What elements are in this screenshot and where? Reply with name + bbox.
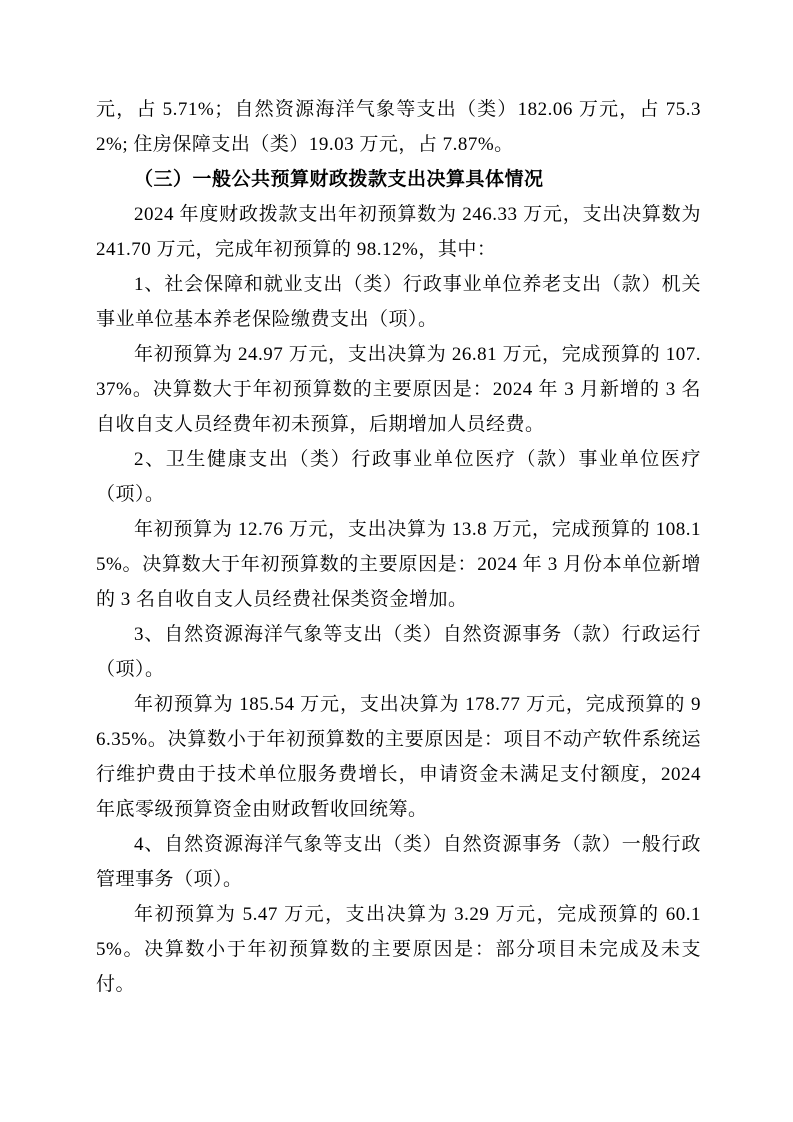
paragraph-item-3-detail: 年初预算为 185.54 万元，支出决算为 178.77 万元，完成预算的 96.35%。决算数小于年初预算数的主要原因是：项目不动产软件系统运行维护费由于技术单位服务费增长，申请资金未满足支付额度，2024 年底零级预算资金由财政暂收回统筹。 [96, 694, 701, 820]
section-heading: （三）一般公共预算财政拨款支出决算具体情况 [134, 169, 544, 190]
document-body [96, 92, 701, 1002]
paragraph-item-4-title: 4、自然资源海洋气象等支出（类）自然资源事务（款）一般行政管理事务（项）。 [96, 834, 701, 890]
paragraph-item-3-title: 3、自然资源海洋气象等支出（类）自然资源事务（款）行政运行（项）。 [96, 624, 701, 680]
paragraph-item-2-title: 2、卫生健康支出（类）行政事业单位医疗（款）事业单位医疗（项）。 [96, 449, 701, 505]
paragraph-item-1-detail: 年初预算为 24.97 万元，支出决算为 26.81 万元，完成预算的 107.37%。决算数大于年初预算数的主要原因是：2024 年 3 月新增的 3 名自收自支人员经费年初未预算，后期增加人员经费。 [96, 344, 701, 435]
paragraph-intro: 2024 年度财政拨款支出年初预算数为 246.33 万元，支出决算数为 241.70 万元，完成年初预算的 98.12%，其中： [96, 204, 701, 260]
paragraph-item-1-title: 1、社会保障和就业支出（类）行政事业单位养老支出（款）机关事业单位基本养老保险缴费支出（项）。 [96, 274, 701, 330]
paragraph-item-4-detail: 年初预算为 5.47 万元，支出决算为 3.29 万元，完成预算的 60.15%。决算数小于年初预算数的主要原因是：部分项目未完成及未支付。 [96, 904, 701, 995]
paragraph-continuation: 元，占 5.71%；自然资源海洋气象等支出（类）182.06 万元，占 75.32%; 住房保障支出（类）19.03 万元，占 7.87%。 [96, 99, 701, 155]
paragraph-item-2-detail: 年初预算为 12.76 万元，支出决算为 13.8 万元，完成预算的 108.15%。决算数大于年初预算数的主要原因是：2024 年 3 月份本单位新增的 3 名自收自支人员经费社保类资金增加。 [96, 519, 701, 610]
